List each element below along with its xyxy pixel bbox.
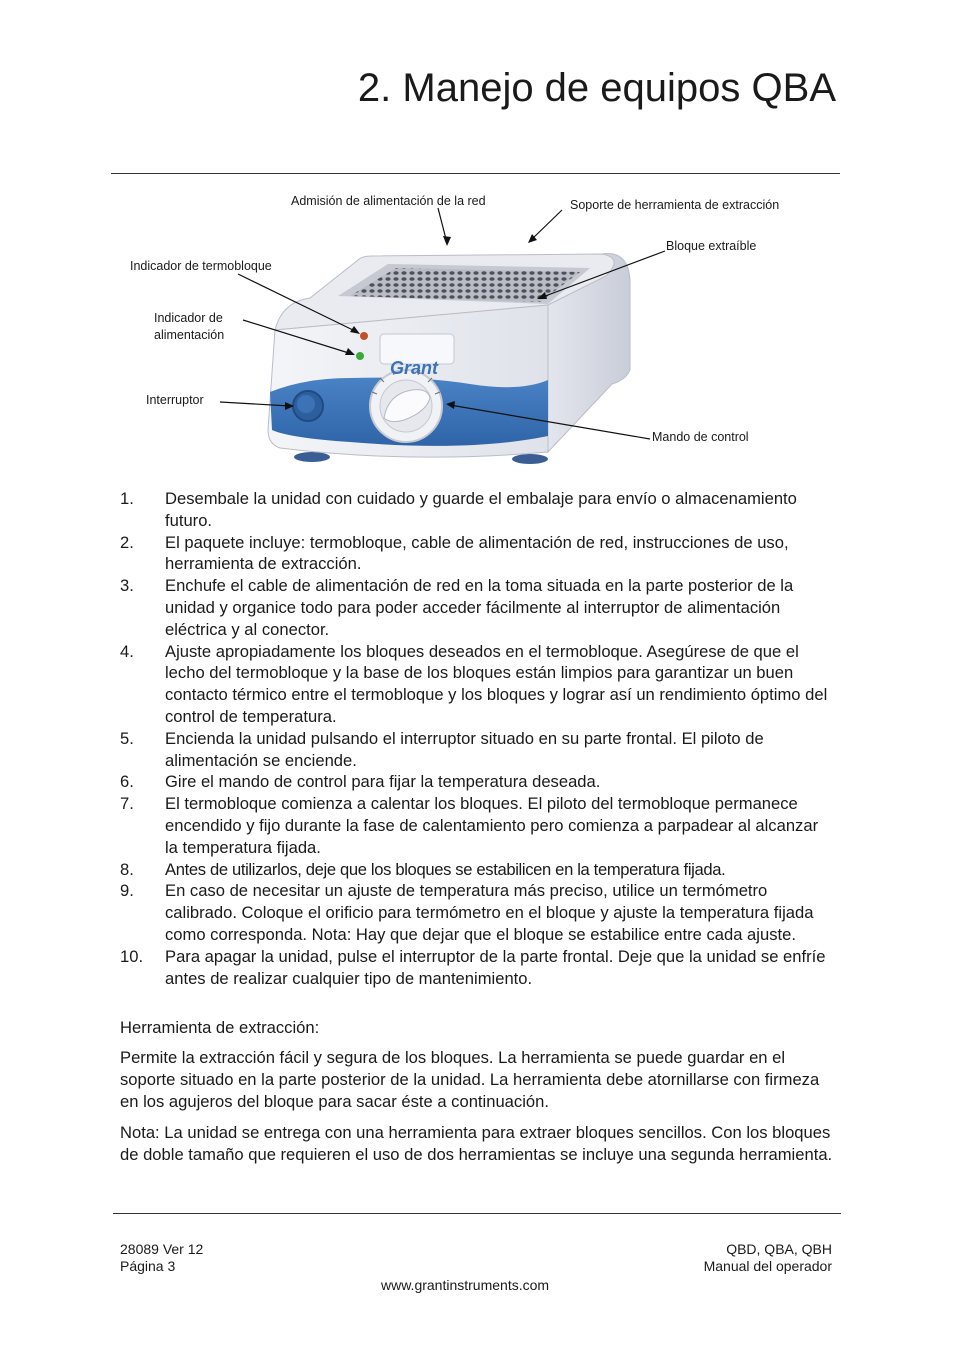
step-text: Encienda la unidad pulsando el interruptor situado en su parte frontal. El piloto de alimentación se enciende. [165, 728, 764, 770]
label-switch: Interruptor [146, 393, 204, 407]
step-text: El termobloque comienza a calentar los bloques. El piloto del termobloque permanece encendido y fijo durante la fase de calentamiento pero comienza a parpadear al alcanzar la temperatura fijada. [165, 794, 819, 857]
label-power-indicator-line2: alimentación [154, 328, 225, 342]
step-item [120, 728, 834, 772]
step-item [120, 488, 834, 532]
heat-indicator-led [360, 332, 368, 340]
step-text: Desembale la unidad con cuidado y guarde el embalaje para envío o almacenamiento futuro. [165, 489, 797, 530]
step-number: 4. [120, 641, 134, 661]
step-text: Antes de utilizarlos, deje que los bloques se estabilicen en la temperatura fijada. [165, 859, 726, 879]
footer-rule [113, 1213, 841, 1214]
step-item [120, 946, 834, 990]
footer-doc-ref: 28089 Ver 12 [120, 1241, 204, 1257]
step-number: 6. [120, 772, 134, 792]
step-item [120, 880, 834, 945]
step-number: 2. [120, 532, 134, 552]
step-number: 3. [120, 576, 134, 596]
label-tool-holder: Soporte de herramienta de extracción [570, 198, 780, 212]
label-control-knob: Mando de control [652, 430, 749, 444]
step-text: Ajuste apropiadamente los bloques deseados en el termobloque. Asegúrese de que el lecho del termobloque y la base de los bloques están limpios para garantizar un buen contacto térmico entre el termobloque y los bloques y lograr así un rendimiento óptimo del control de temperatura. [165, 641, 828, 726]
header-rule [111, 173, 840, 174]
device-figure [0, 180, 954, 480]
label-mains-inlet: Admisión de alimentación de la red [291, 194, 486, 208]
step-item [120, 641, 834, 728]
label-power-indicator-line1: Indicador de [154, 311, 223, 325]
step-item [120, 575, 834, 640]
step-number: 9. [120, 881, 134, 901]
extraction-note: Nota: La unidad se entrega con una herramienta para extraer bloques sencillos. Con los bloques de doble tamaño que requieren el uso de dos herramientas se incluye una segunda herramienta. [120, 1123, 833, 1164]
footer-page-number: Página 3 [120, 1258, 176, 1274]
footer-models: QBD, QBA, QBH [726, 1241, 832, 1257]
step-number: 8. [120, 859, 134, 879]
heat-block-illustration [0, 180, 954, 480]
step-item [120, 793, 834, 858]
brand-logo: Grant [390, 358, 439, 378]
power-indicator-led [356, 352, 364, 360]
extraction-paragraph: Permite la extracción fácil y segura de los bloques. La herramienta se puede guardar en el soporte situado en la parte posterior de la unidad. La herramienta debe atornillarse con firmeza en los agujeros del bloque para sacar éste a continuación. [120, 1048, 820, 1111]
setup-steps-list [120, 488, 834, 989]
step-item [120, 859, 834, 881]
step-number: 10. [120, 946, 144, 966]
step-text: Enchufe el cable de alimentación de red en la toma situada en la parte posterior de la unidad y organice todo para poder acceder fácilmente al interruptor de alimentación eléctrica y al conector. [165, 576, 794, 639]
foot-left [294, 452, 330, 462]
callout-line-tool-holder [530, 210, 562, 241]
label-removable-block: Bloque extraíble [666, 239, 757, 253]
step-number: 5. [120, 728, 134, 748]
step-text: El paquete incluye: termobloque, cable de alimentación de red, instrucciones de uso, herramienta de extracción. [165, 532, 789, 574]
extraction-heading: Herramienta de extracción: [120, 1018, 320, 1037]
footer-manual: Manual del operador [703, 1258, 832, 1274]
step-item [120, 771, 834, 793]
label-heat-indicator: Indicador de termobloque [130, 259, 272, 273]
step-number: 7. [120, 794, 134, 814]
footer-url[interactable]: www.grantinstruments.com [381, 1277, 550, 1293]
foot-right [512, 454, 548, 464]
page-title: 2. Manejo de equipos QBA [357, 66, 836, 110]
step-number: 1. [120, 489, 134, 508]
step-item [120, 532, 834, 576]
step-text: Gire el mando de control para fijar la temperatura deseada. [165, 772, 601, 792]
step-text: Para apagar la unidad, pulse el interruptor de la parte frontal. Deje que la unidad se enfríe antes de realizar cualquier tipo de mantenimiento. [165, 946, 826, 988]
step-text: En caso de necesitar un ajuste de temperatura más preciso, utilice un termómetro calibrado. Coloque el orificio para termómetro en el bloque y ajuste la temperatura fijada como corresponda. Nota: Hay que dejar que el bloque se estabilice entre cada ajuste. [165, 881, 814, 944]
